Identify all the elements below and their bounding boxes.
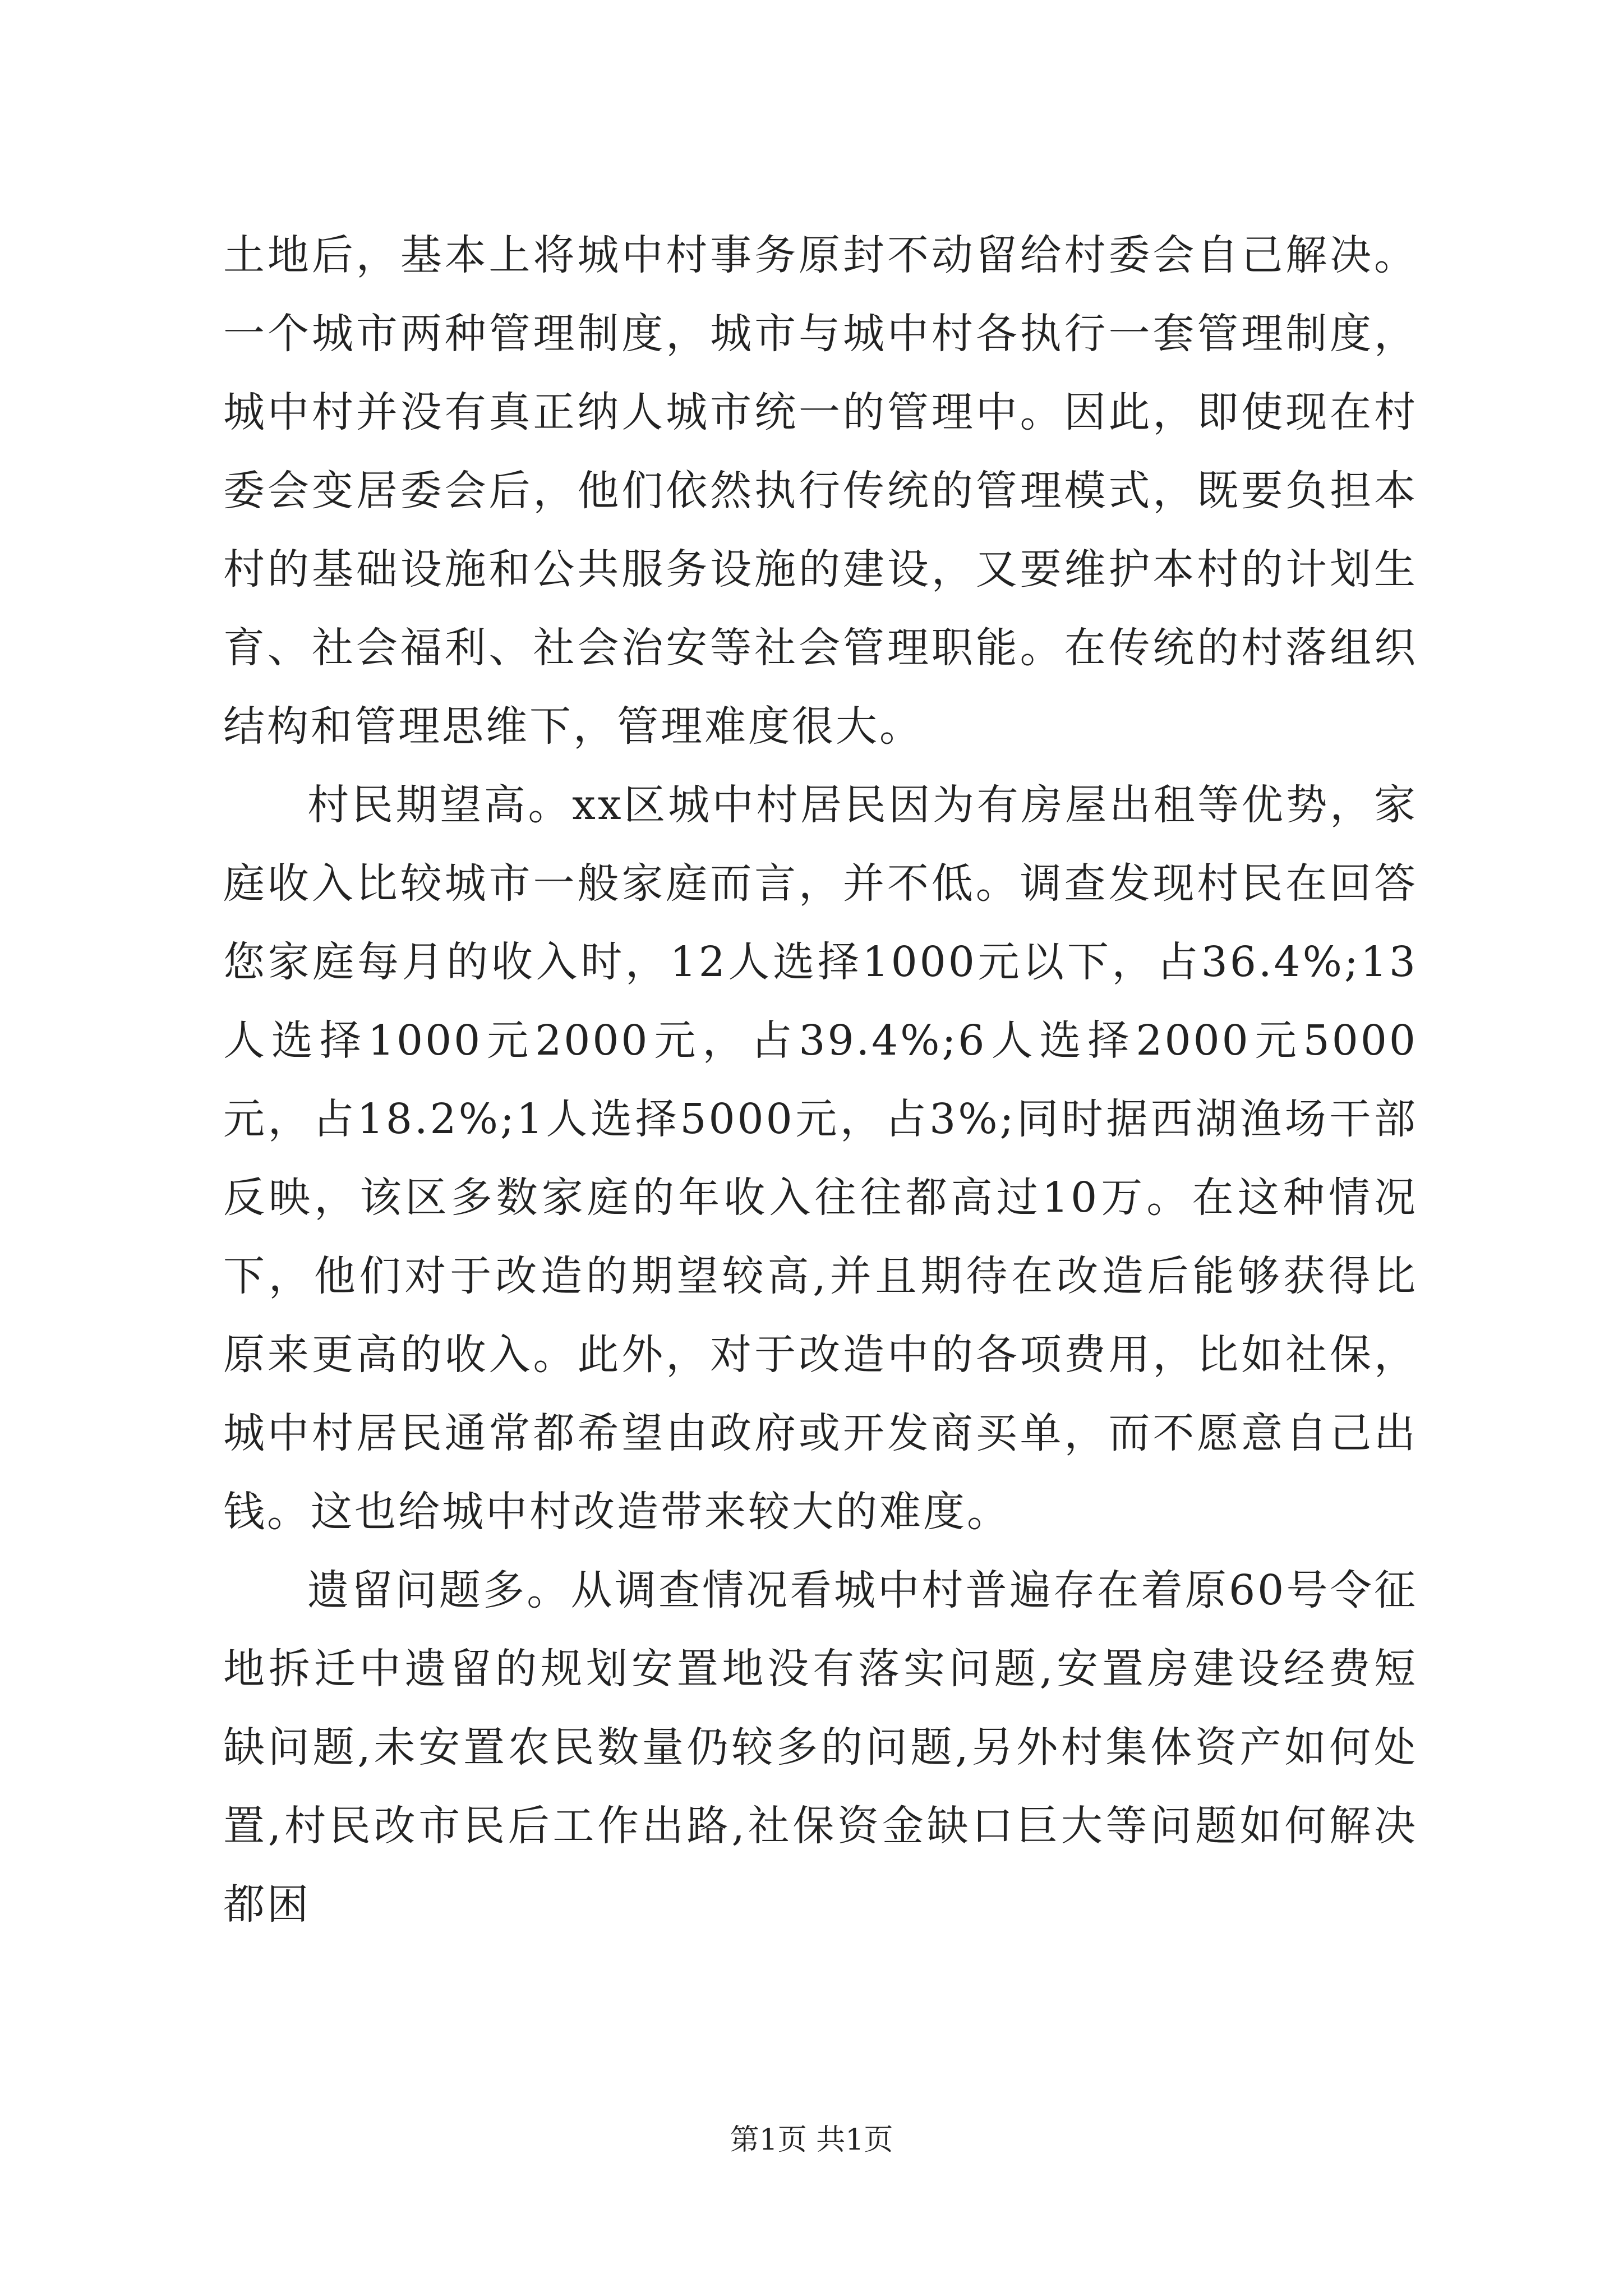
document-body xyxy=(223,216,1418,1944)
paragraph-legacy-issues: 遗留问题多。从调查情况看城中村普遍存在着原60号令征地拆迁中遗留的规划安置地没有落实问题,安置房建设经费短缺问题,未安置农民数量仍较多的问题,另外村集体资产如何处置,村民改市民后工作出路,社保资金缺口巨大等问题如何解决都困 xyxy=(223,1566,1418,1929)
paragraph-continued: 土地后，基本上将城中村事务原封不动留给村委会自己解决。一个城市两种管理制度，城市与城中村各执行一套管理制度，城中村并没有真正纳人城市统一的管理中。因此，即使现在村委会变居委会后，他们依然执行传统的管理模式，既要负担本村的基础设施和公共服务设施的建设，又要维护本村的计划生育、社会福利、社会治安等社会管理职能。在传统的村落组织结构和管理思维下，管理难度很大。 xyxy=(223,231,1418,751)
paragraph-resident-expectations: 村民期望高。xx区城中村居民因为有房屋出租等优势，家庭收入比较城市一般家庭而言，并不低。调查发现村民在回答您家庭每月的收入时，12人选择1000元以下，占36.4%;13人选择1000元2000元，占39.4%;6人选择2000元5000元，占18.2%;1人选择5000元，占3%;同时据西湖渔场干部反映，该区多数家庭的年收入往往都高过10万。在这种情况下，他们对于改造的期望较高,并且期待在改造后能够获得比原来更高的收入。此外，对于改造中的各项费用，比如社保，城中村居民通常都希望由政府或开发商买单，而不愿意自己出钱。这也给城中村改造带来较大的难度。 xyxy=(223,781,1418,1536)
page-footer: 第1页 共1页 xyxy=(730,2123,893,2157)
